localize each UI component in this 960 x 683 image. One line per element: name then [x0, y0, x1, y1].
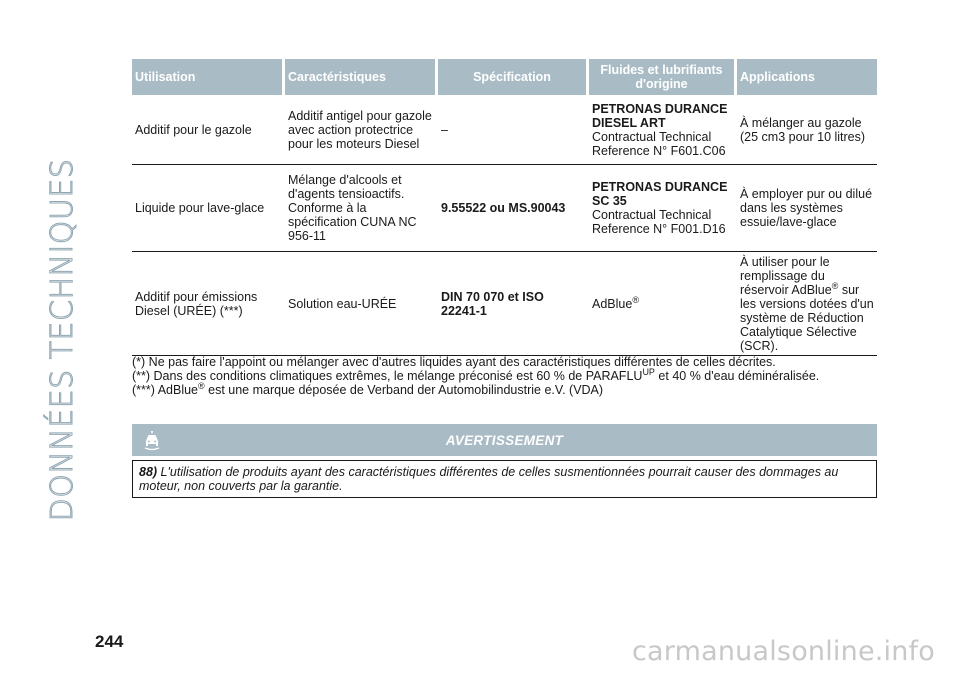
cell-specification: –	[441, 122, 448, 137]
fluids-table	[132, 59, 877, 356]
page-number: 244	[95, 632, 124, 651]
cell-utilisation: Liquide pour lave-glace	[135, 201, 265, 215]
fluide-ref: Contractual Technical Reference N° F001.D16	[592, 208, 726, 236]
car-warning-icon	[142, 429, 162, 451]
cell-specification: 9.55522 ou MS.90043	[441, 201, 566, 215]
cell-applications: À mélanger au gazole (25 cm3 pour 10 litres)	[740, 115, 866, 144]
cell-specification: DIN 70 070 et ISO 22241-1	[441, 289, 544, 318]
header-caracteristiques: Caractéristiques	[285, 59, 435, 95]
header-specification: Spécification	[438, 59, 586, 95]
cell-fluide	[589, 252, 734, 355]
section-title-text: DONNÉES TECHNIQUES	[44, 158, 80, 522]
warning-body	[132, 460, 877, 498]
footnote-3: (***) AdBlue® est une marque déposée de Verband der Automobilindustrie e.V. (VDA)	[132, 380, 604, 397]
warning-number: 88)	[139, 465, 158, 479]
warning-header	[132, 424, 877, 456]
table-row	[132, 252, 877, 356]
watermark: carmanualsonline.info	[632, 636, 935, 667]
section-title	[32, 158, 92, 522]
fluide-ref: Contractual Technical Reference N° F601.C06	[592, 129, 726, 158]
footnote-1: (*) Ne pas faire l'appoint ou mélanger avec d'autres liquides ayant des caractéristiques différentes de celles décrites.	[132, 355, 776, 369]
footnotes	[132, 355, 877, 397]
cell-caracteristiques: Mélange d'alcools et d'agents tensioactifs. Conforme à la spécification CUNA NC 956-11	[288, 173, 417, 243]
cell-utilisation: Additif pour émissions Diesel (URÉE) (***)	[135, 289, 258, 318]
fluide-name: AdBlue	[592, 296, 633, 311]
fluide-name: PETRONAS DURANCE DIESEL ART	[592, 101, 728, 130]
cell-applications: À employer pur ou dilué dans les systèmes essuie/lave-glace	[740, 187, 873, 229]
warning-title: AVERTISSEMENT	[445, 432, 564, 448]
registered-mark: ®	[632, 294, 639, 305]
registered-mark: ®	[831, 280, 839, 291]
warning-text: L'utilisation de produits ayant des caractéristiques différentes de celles susmentionnées pourrait causer des dommages au moteur, non couverts par la garantie.	[139, 465, 839, 493]
footnote-2: (**) Dans des conditions climatiques extrêmes, le mélange préconisé est 60 % de $PARAFLU^{UP}$ et 40 % d'eau déminéralisée.	[132, 366, 820, 383]
table-header	[132, 59, 877, 95]
cell-applications: À utiliser pour le remplissage du réservoir AdBlue® sur les versions dotées d'un système de Réduction Catalytique Sélective (SCR).	[740, 254, 874, 353]
cell-utilisation: Additif pour le gazole	[135, 122, 252, 137]
header-applications: Applications	[737, 59, 877, 95]
cell-caracteristiques: Solution eau-URÉE	[288, 296, 397, 311]
header-utilisation: Utilisation	[132, 59, 282, 95]
cell-fluide	[589, 95, 734, 164]
cell-fluide	[589, 165, 734, 251]
fluide-name: PETRONAS DURANCE SC 35	[592, 180, 728, 208]
table-row	[132, 95, 877, 165]
header-fluides: Fluides et lubrifiants d'origine	[589, 59, 734, 95]
cell-caracteristiques: Additif antigel pour gazole avec action protectrice pour les moteurs Diesel	[288, 108, 432, 151]
table-row	[132, 165, 877, 252]
